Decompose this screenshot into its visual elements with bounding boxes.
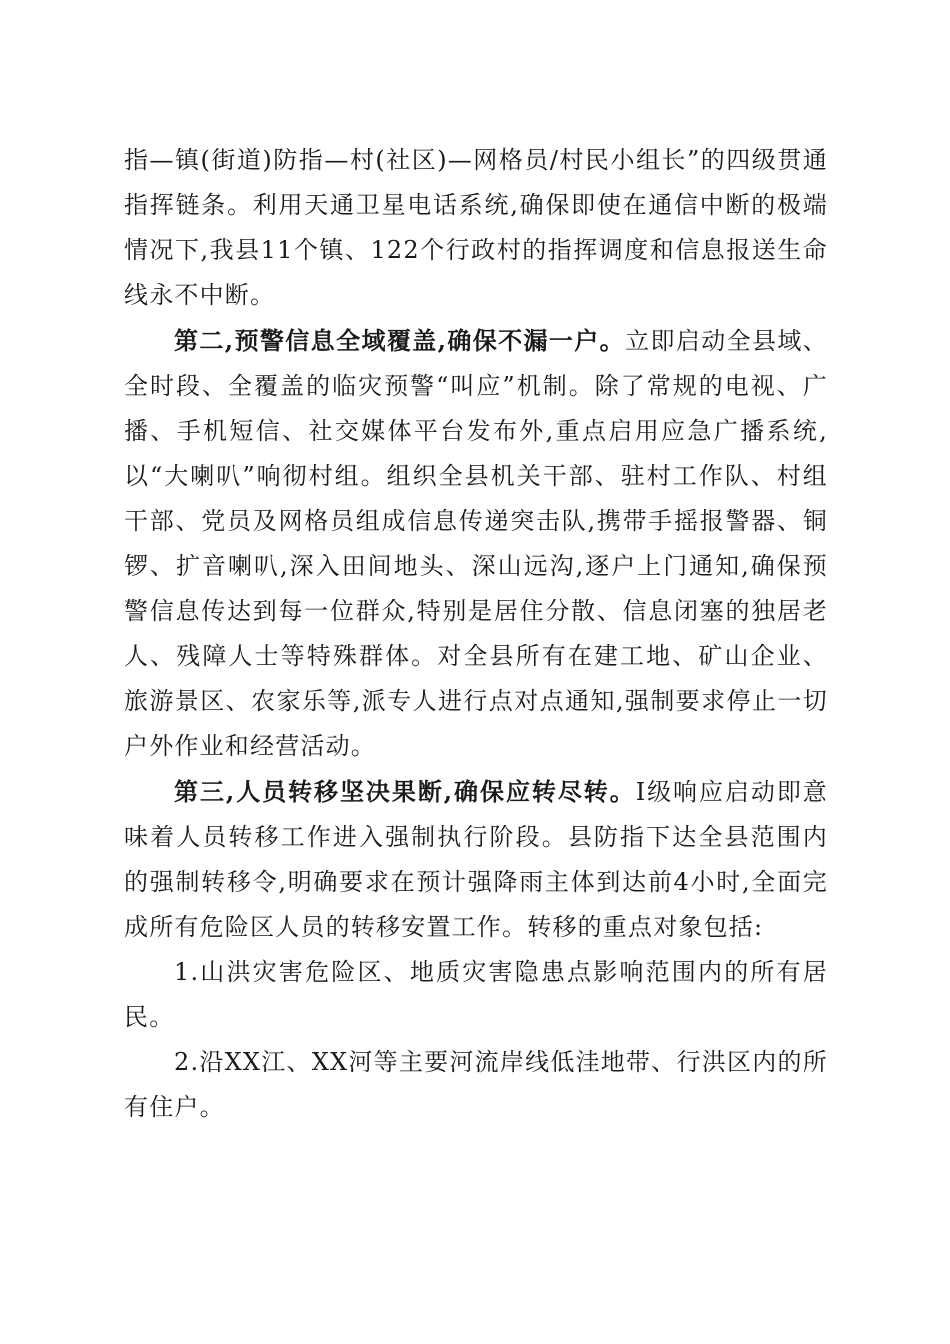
paragraph-text: I级响应启动即意味着人员转移工作进入强制执行阶段。县防指下达全县范围内的强制转移令,明确要求在预计强降雨主体到达前4小时,全面完成所有危险区人员的转移安置工作。转移的重点对象包括: xyxy=(124,778,828,941)
paragraph-command-chain xyxy=(124,138,828,318)
paragraph-text: 立即启动全县域、全时段、全覆盖的临灾预警“叫应”机制。除了常规的电视、广播、手机短信、社交媒体平台发布外,重点启用应急广播系统,以“大喇叭”响彻村组。组织全县机关干部、驻村工作队、村组干部、党员及网格员组成信息传递突击队,携带手摇报警器、铜锣、扩音喇叭,深入田间地头、深山远沟,逐户上门通知,确保预警信息传达到每一位群众,特别是居住分散、信息闭塞的独居老人、残障人士等特殊群体。对全县所有在建工地、矿山企业、旅游景区、农家乐等,派专人进行点对点通知,强制要求停止一切户外作业和经营活动。 xyxy=(124,327,828,760)
document-body xyxy=(124,138,828,1130)
paragraph-personnel-transfer xyxy=(124,769,828,950)
paragraph-heading: 第二,预警信息全域覆盖,确保不漏一户。 xyxy=(174,326,626,355)
paragraph-warning-coverage xyxy=(124,318,828,769)
paragraph-text: 指—镇(街道)防指—村(社区)—网格员/村民小组长”的四级贯通指挥链条。利用天通卫星电话系统,确保即使在通信中断的极端情况下,我县11个镇、122个行政村的指挥调度和信息报送生命线永不中断。 xyxy=(124,146,828,309)
list-item-text: 1.山洪灾害危险区、地质灾害隐患点影响范围内的所有居民。 xyxy=(124,958,828,1031)
paragraph-heading: 第三,人员转移坚决果断,确保应转尽转。 xyxy=(174,777,636,806)
list-item-text: 2.沿XX江、XX河等主要河流岸线低洼地带、行洪区内的所有住户。 xyxy=(124,1048,828,1121)
list-item-mountain-flood xyxy=(124,950,828,1040)
list-item-riverside xyxy=(124,1040,828,1130)
